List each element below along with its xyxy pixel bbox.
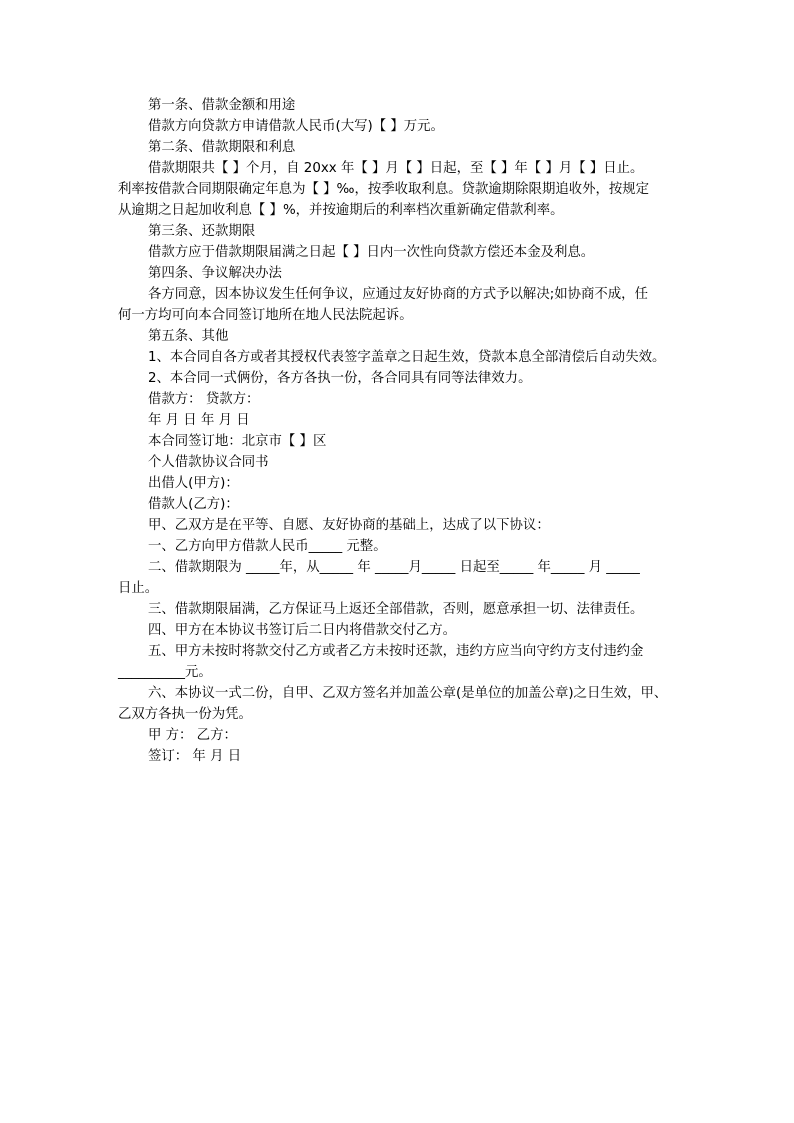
article-2-term: 借款期限共【 】个月，自 20xx 年【 】月【 】日起，至【 】年【 】月【 】日止。 [148,161,644,176]
clause-2-line-2: 日止。 [118,581,159,596]
article-1-heading: 第一条、借款金额和用途 [148,98,296,113]
signature-parties: 借款方： 贷款方： [148,392,260,407]
party-signatures: 甲 方： 乙方： [148,728,237,743]
article-2-interest-line-2: 从逾期之日起加收利息【 】%，并按逾期后的利率档次重新确定借款利率。 [118,203,564,218]
article-4-heading: 第四条、争议解决办法 [148,266,282,281]
signing-place: 本合同签订地：北京市【 】区 [148,434,327,449]
article-5-heading: 第五条、其他 [148,329,229,344]
article-2-heading: 第二条、借款期限和利息 [148,140,296,155]
article-4-body-line-2: 何一方均可向本合同签订地所在地人民法院起诉。 [118,308,413,323]
contract-document [118,95,678,767]
clause-2-line-1: 二、借款期限为 _____年，从_____ 年 _____月_____ 日起至_____ 年_____ 月 _____ [148,560,640,575]
signature-dates: 年 月 日 年 月 日 [148,413,250,428]
article-3-heading: 第三条、还款期限 [148,224,256,239]
clause-5-line-2: __________元。 [118,665,212,680]
lender-label: 出借人(甲方)： [148,476,239,491]
clause-3: 三、借款期限届满，乙方保证马上返还全部借款，否则，愿意承担一切、法律责任。 [148,602,644,617]
article-5-item-1: 1、本合同自各方或者其授权代表签字盖章之日起生效，贷款本息全部清偿后自动失效。 [148,350,666,365]
second-contract-title: 个人借款协议合同书 [148,455,269,470]
clause-4: 四、甲方在本协议书签订后二日内将借款交付乙方。 [148,623,456,638]
article-2-interest-line-1: 利率按借款合同期限确定年息为【 】‰，按季收取利息。贷款逾期除限期追收外，按规定 [118,182,650,197]
article-5-item-2: 2、本合同一式俩份，各方各执一份，各合同具有同等法律效力。 [148,371,532,386]
article-3-body: 借款方应于借款期限届满之日起【 】日内一次性向贷款方偿还本金及利息。 [148,245,595,260]
article-4-body-line-1: 各方同意，因本协议发生任何争议，应通过友好协商的方式予以解决;如协商不成，任 [148,287,648,302]
article-1-body: 借款方向贷款方申请借款人民币(大写)【 】万元。 [148,119,444,134]
clause-6-line-1: 六、本协议一式二份，自甲、乙双方签名并加盖公章(是单位的加盖公章)之日生效，甲、 [148,686,668,701]
borrower-label: 借款人(乙方)： [148,497,239,512]
clause-1: 一、乙方向甲方借款人民币_____ 元整。 [148,539,387,554]
signing-date: 签订： 年 月 日 [148,749,242,764]
agreement-preamble: 甲、乙双方是在平等、自愿、友好协商的基础上，达成了以下协议： [148,518,550,533]
clause-6-line-2: 乙双方各执一份为凭。 [118,707,252,722]
clause-5-line-1: 五、甲方未按时将款交付乙方或者乙方未按时还款，违约方应当向守约方支付违约金 [148,644,644,659]
